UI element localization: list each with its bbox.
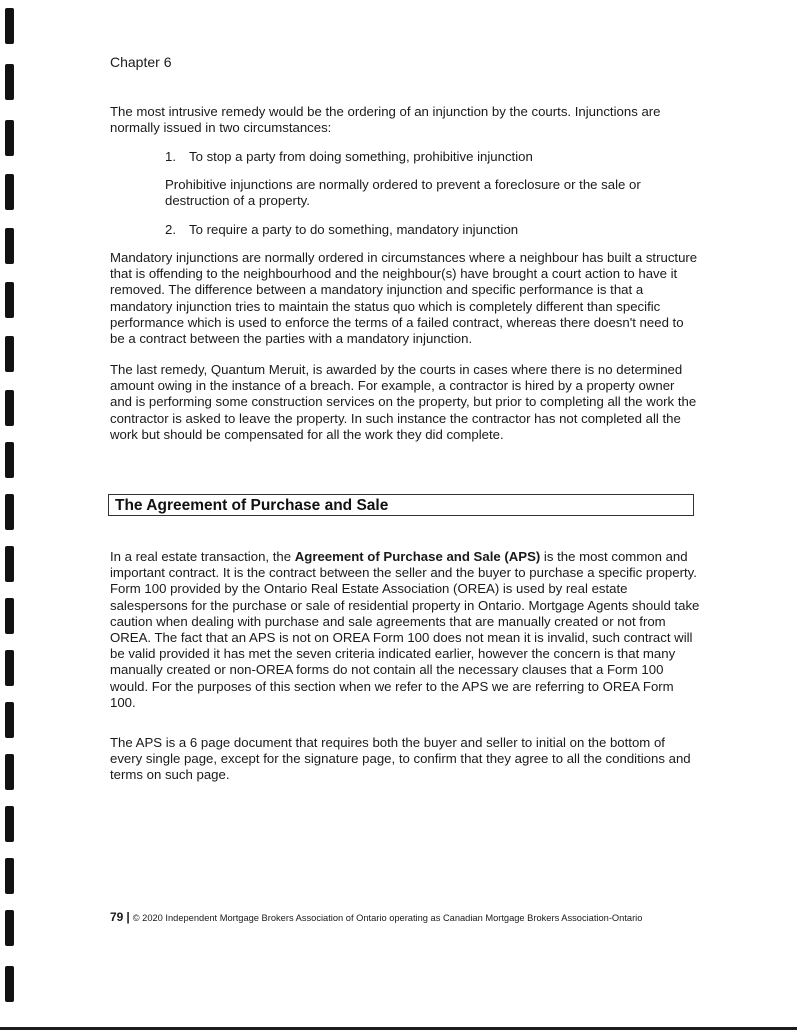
binding-hole: [5, 754, 14, 790]
copyright-text: © 2020 Independent Mortgage Brokers Association of Ontario operating as Canadian Mortgage Brokers Association-Ontario: [132, 913, 643, 923]
list-item: [165, 222, 685, 238]
intro-paragraph: The most intrusive remedy would be the ordering of an injunction by the courts. Injunctions are normally issued in two circumstances:: [110, 104, 661, 136]
binding-hole: [5, 650, 14, 686]
binding-hole: [5, 174, 14, 210]
aps-pages-paragraph: The APS is a 6 page document that requires both the buyer and seller to initial on the bottom of every single page, except for the signature page, to confirm that they agree to all the conditions and terms on such page.: [110, 735, 691, 783]
aps-paragraph: [110, 549, 700, 711]
binding-hole: [5, 8, 14, 44]
list-item: [165, 149, 685, 165]
binding-hole: [5, 966, 14, 1002]
list-number: 1.: [165, 149, 176, 164]
chapter-heading: Chapter 6: [110, 54, 172, 70]
list-text: To stop a party from doing something, prohibitive injunction: [189, 149, 533, 164]
aps-text-rest: is the most common and important contract. It is the contract between the seller and the buyer to purchase a specific property. Form 100 provided by the Ontario Real Estate Association (OREA) is used by real estate salespersons for the purchase or sale of residential property in Ontario. Mortgage Agents should take caution when dealing with purchase and sale agreements that are manually created or not from OREA. The fact that an APS is not on OREA Form 100 does not mean it is invalid, such contract will be valid provided it has met the seven criteria indicated earlier, however the concern is that many manually created or non-OREA forms do not contain all the necessary clauses that a Form 100 would. For the purposes of this section when we refer to the APS we are referring to OREA Form 100.: [110, 549, 700, 710]
binding-holes: [0, 0, 20, 1027]
mandatory-injunction-paragraph: Mandatory injunctions are normally ordered in circumstances where a neighbour has built a structure that is offending to the neighbourhood and the neighbour(s) have brought a court action to have it removed. The difference between a mandatory injunction and specific performance is that a mandatory injunction tries to maintain the status quo which is completely different than specific performance which is used to enforce the terms of a failed contract, whereas there doesn't need to be a contract between the parties with a mandatory injunction.: [110, 250, 698, 347]
binding-hole: [5, 494, 14, 530]
binding-hole: [5, 858, 14, 894]
binding-hole: [5, 546, 14, 582]
page-number: 79: [110, 910, 124, 924]
binding-hole: [5, 702, 14, 738]
list-note: Prohibitive injunctions are normally ordered to prevent a foreclosure or the sale or destruction of a property.: [165, 177, 641, 209]
page-footer: [110, 910, 642, 924]
quantum-meruit-paragraph: The last remedy, Quantum Meruit, is awarded by the courts in cases where there is no determined amount owing in the instance of a breach. For example, a contractor is hired by a property owner and is performing some construction services on the property, but prior to completing all the work the contractor is asked to leave the property. In such instance the contractor has not completed all the work but should be compensated for all the work they did complete.: [110, 362, 697, 442]
binding-hole: [5, 598, 14, 634]
binding-hole: [5, 228, 14, 264]
aps-text-start: In a real estate transaction, the: [110, 549, 295, 564]
footer-separator: |: [126, 910, 130, 924]
binding-hole: [5, 64, 14, 100]
list-number: 2.: [165, 222, 176, 237]
binding-hole: [5, 120, 14, 156]
binding-hole: [5, 390, 14, 426]
aps-term: Agreement of Purchase and Sale (APS): [294, 549, 541, 564]
list-text: To require a party to do something, mandatory injunction: [189, 222, 519, 237]
binding-hole: [5, 806, 14, 842]
binding-hole: [5, 336, 14, 372]
section-title: The Agreement of Purchase and Sale: [115, 497, 389, 514]
binding-hole: [5, 282, 14, 318]
binding-hole: [5, 442, 14, 478]
binding-hole: [5, 910, 14, 946]
section-heading-box: [108, 494, 694, 516]
